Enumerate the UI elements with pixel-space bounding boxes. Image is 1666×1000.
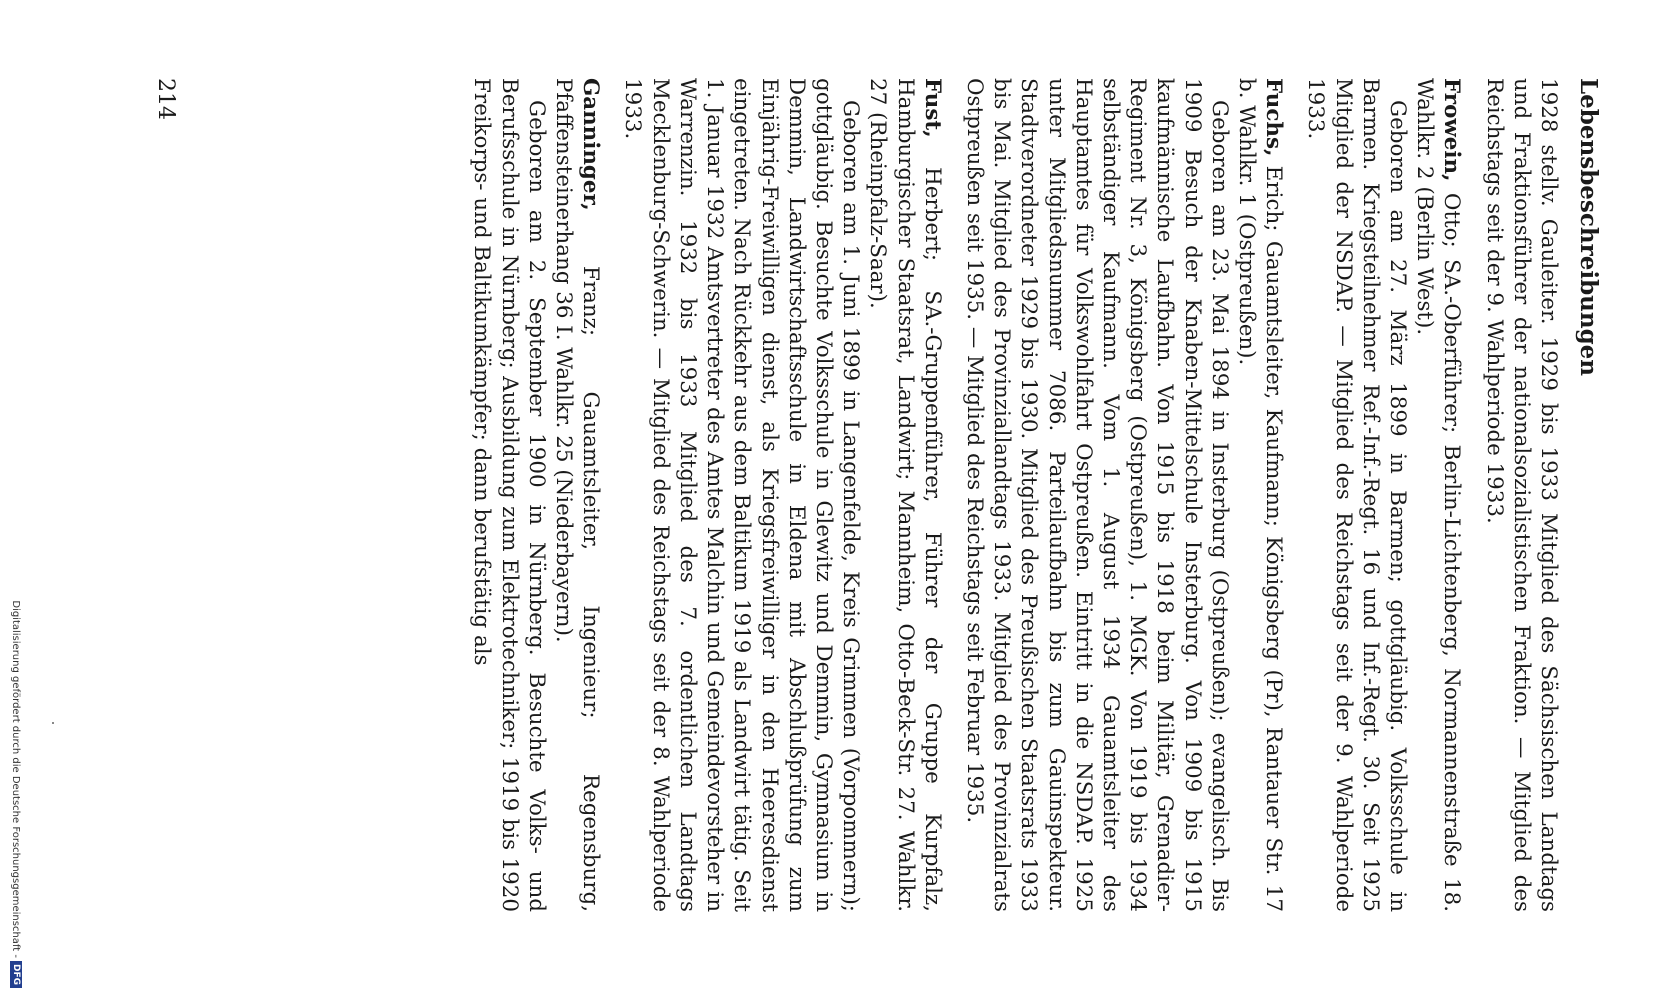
entry-name: Fust, [919,78,945,138]
entry-line: Erich; Gauamtsleiter, Kaufmann; Königsberg (Pr), Rantauer Str. 17 b. Wahlkr. 1 (Ostpreußen). [1233,78,1287,912]
entry-line: Franz; Gauamtsleiter, Ingenieur; Regensburg, Pfaffensteinerhang 36 I. Wahlkr. 25 (Niederbayern). [551,78,604,912]
entry-frowein [1302,78,1465,912]
entry-text: Geboren am 1. Juni 1899 in Langenfelde, Kreis Grimmen (Vorpommern); gottgläubig. Besuchte Volksschule in Glewitz und Demmin, Gymnasium in Demmin, Landwirtschaftsschule in Eldena mit Abschlußprüfung zum Einjährig-Freiwilligen dienst, als Kriegsfreiwilliger in den Heeresdienst eingetreten. Nach Rückkehr aus dem Baltikum 1919 als Landwirt tätig. Seit 1. Januar 1932 Amtsvertreter des Amtes Malchin und Gemeindevorsteher in Warrenzin. 1932 bis 1933 Mitglied des 7. ordentlichen Landtags Mecklenburg-Schwerin. — Mitglied des Reichstags seit der 8. Wahlperiode 1933. [620,78,864,912]
entry-fuchs [961,78,1287,912]
entry-text: Geboren am 23. Mai 1894 in Insterburg (Ostpreußen); evangelisch. Bis 1909 Besuch der Knaben-Mittelschule Insterburg. Von 1909 bis 1915 kaufmännische Laufbahn. Von 1915 bis 1918 beim Militär, Grenadier-Regiment Nr. 3, Königsberg (Ostpreußen), 1. MGK. Von 1919 bis 1934 selbständiger Kaufmann. Vom 1. August 1934 Gauamtsleiter des Hauptamtes für Volkswohlfahrt Ostpreußen. Eintritt in die NSDAP. 1925 unter Mitgliedsnummer 7086. Parteilaufbahn bis zum Gauinspekteur. Stadtverordneter 1929 bis 1930. Mitglied des Preußischen Staatsrats 1933 bis Mai. Mitglied des Provinziallandtags 1933. Mitglied des Provinzialrats Ostpreußen seit 1935. — Mitglied des Reichstags seit Februar 1935. [961,78,1232,912]
entry-text: Geboren am 27. März 1899 in Barmen; gottgläubig. Volksschule in Barmen. Kriegsteilnehmer Ref.-Inf.-Regt. 16 und Inf.-Regt. 30. Seit 1925 Mitglied der NSDAP. — Mitglied des Reichstags seit der 9. Wahlperiode 1933. [1303,78,1410,912]
entry-fust [619,78,945,912]
entry-line: Otto; SA.-Oberführer; Berlin-Lichtenberg, Normannenstraße 18. Wahlkr. 2 (Berlin West). [1412,78,1465,912]
footer-text: Digitalisierung gefördert durch die Deutsche Forschungsgemeinschaft - [10,600,21,958]
entry-line: Herbert; SA.-Gruppenführer, Führer der Gruppe Kurpfalz, Hamburgischer Staatsrat, Landwirt; Mannheim, Otto-Beck-Str. 27. Wahlkr. 27 (Rheinpfalz-Saar). [865,78,945,912]
entry-ganninger [468,78,604,912]
continuation-paragraph: 1928 stellv. Gauleiter. 1929 bis 1933 Mitglied des Sächsischen Landtags und Fraktionsführer der nationalsozialistischen Fraktion. — Mitglied des Reichstags seit der 9. Wahlperiode 1933. [1481,78,1561,912]
page-header: Lebensbeschreibungen [1575,78,1602,377]
page-number: 214 [153,78,178,120]
scan-speck [52,722,54,724]
entry-name: Ganninger, [578,78,604,211]
page-body [453,78,1562,912]
entry-text: Geboren am 2. September 1900 in Nürnberg. Besuchte Volks- und Berufsschule in Nürnberg; Ausbildung zum Elektrotechniker; 1919 bis 1920 Freikorps- und Baltikumkämpfer; dann berufstätig als [469,78,549,912]
dfg-logo-icon: DFG [10,961,22,988]
entry-name: Frowein, [1439,78,1465,182]
digitization-footer [10,0,22,988]
entry-name: Fuchs, [1261,78,1287,157]
